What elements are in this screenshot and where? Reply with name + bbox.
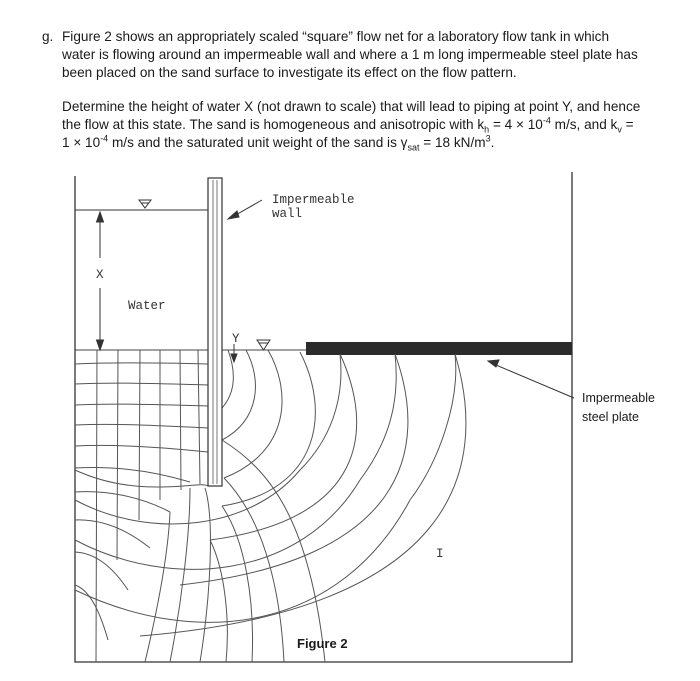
plate-label-line2: steel plate [582,410,639,424]
kv-subscript: v [617,124,622,135]
point-label: I [436,547,444,561]
task-text-2: = 4 × 10 [489,117,543,132]
wall-leader [228,200,262,219]
task-text-1: Determine the height of water X (not drawn to scale) that will lead to piping at point Y, and hence the flow at this state. The sand is homogeneous and anisotropic with k [62,99,641,132]
water-label: Water [128,299,166,313]
figure-caption: Figure 2 [297,636,348,651]
plate-label-line1: Impermeable [582,391,655,405]
wall-label-line1: Impermeable [272,193,355,207]
upstream-level-marker [139,200,151,208]
wall-label-line2: wall [272,207,303,221]
task-text-5: m/s and the saturated unit weight of the sand is γ [108,135,408,150]
flow-net-grid [75,350,208,662]
impermeable-steel-plate [306,342,572,355]
task-text-4: = 1 × 10 [62,117,634,150]
kh-exponent: -4 [542,115,551,126]
tank-frame [75,172,572,662]
y-label: Y [232,332,240,346]
impermeable-wall [208,178,222,486]
question-number: g. [42,29,54,44]
kv-exponent: -4 [100,133,109,144]
kh-subscript: h [484,124,490,135]
question-intro: Figure 2 shows an appropriately scaled “square” flow net for a laboratory flow tank in which water is flowing around an impermeable wall and where a 1 m long impermeable steel plate has been placed on the sand surface to investigate its effect on the flow pattern. [62,29,638,80]
task-text-6: = 18 kN/m [419,135,486,150]
gamma-subscript: sat [407,142,420,153]
downstream-level-marker [257,340,270,350]
plate-leader [488,360,574,398]
flow-net-curves [75,350,466,662]
x-label: X [96,268,104,282]
task-text-3: m/s, and k [550,117,618,132]
unit-exponent: 3 [485,133,491,144]
y-dimension-arrow [231,344,237,362]
task-text-end: . [490,135,495,150]
